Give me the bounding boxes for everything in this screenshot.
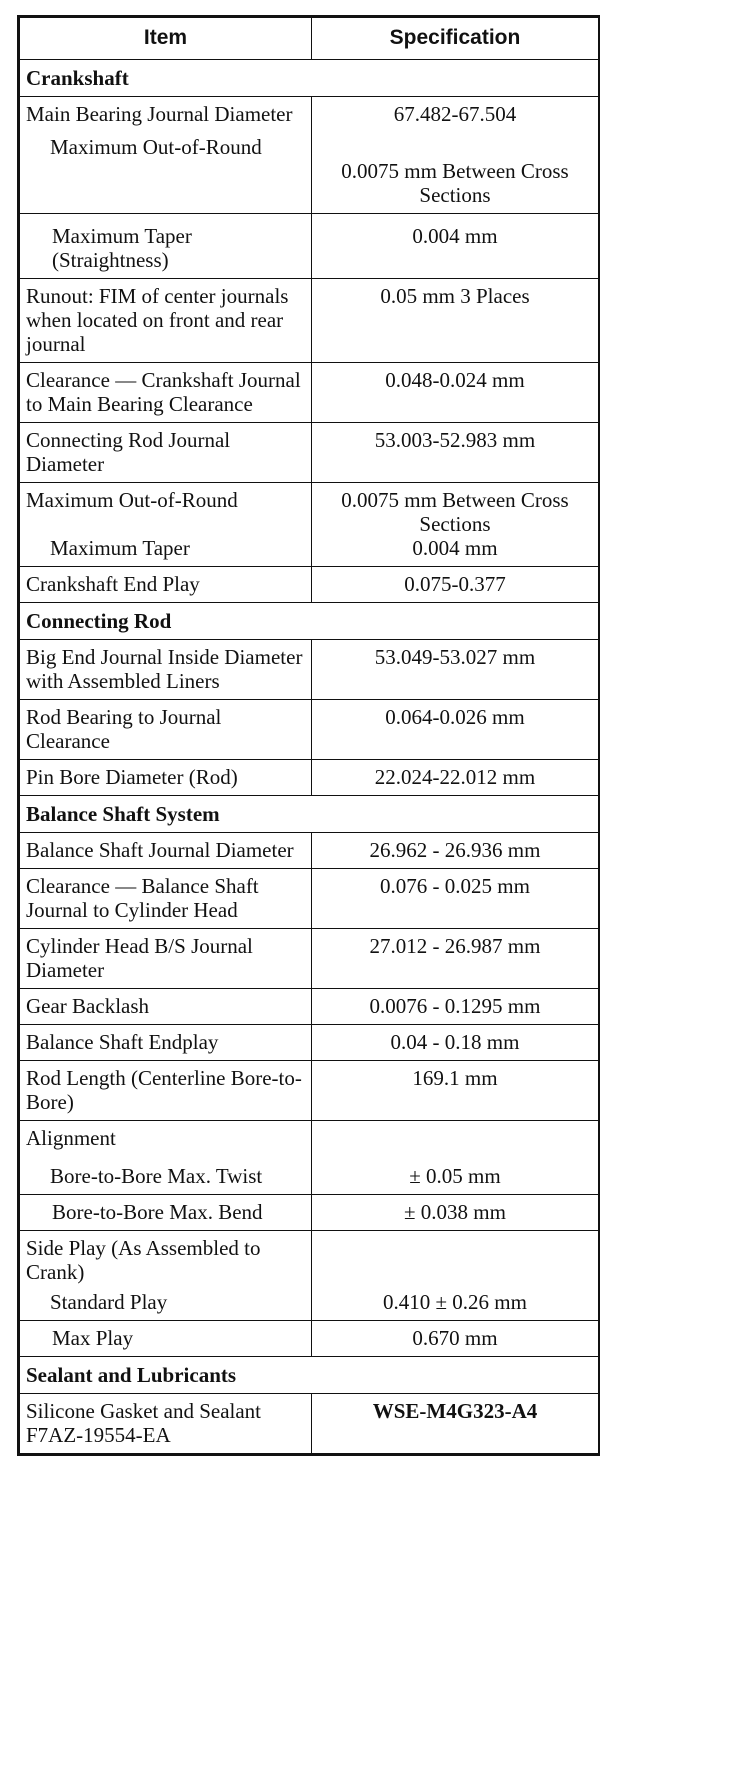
table-row bbox=[20, 1231, 599, 1321]
item-cell: Alignment bbox=[26, 1126, 116, 1150]
item-cell: Main Bearing Journal Diameter bbox=[26, 102, 293, 126]
row-cell-group bbox=[20, 97, 312, 214]
item-cell: Runout: FIM of center journals when located on front and rear journal bbox=[20, 279, 312, 363]
spec-cell: 0.004 mm bbox=[412, 536, 498, 560]
row-cell-group bbox=[20, 483, 312, 567]
header-specification: Specification bbox=[312, 18, 599, 60]
table-row bbox=[20, 1121, 599, 1195]
item-cell: Clearance — Balance Shaft Journal to Cylinder Head bbox=[20, 869, 312, 929]
item-cell: Pin Bore Diameter (Rod) bbox=[20, 760, 312, 796]
spec-cell: 27.012 - 26.987 mm bbox=[312, 929, 599, 989]
item-cell: Big End Journal Inside Diameter with Assembled Liners bbox=[20, 640, 312, 700]
table-row bbox=[20, 760, 599, 796]
item-cell: Clearance — Crankshaft Journal to Main Bearing Clearance bbox=[20, 363, 312, 423]
item-cell: Bore-to-Bore Max. Bend bbox=[20, 1195, 312, 1231]
item-cell: Standard Play bbox=[50, 1290, 168, 1314]
table-row bbox=[20, 929, 599, 989]
table-row bbox=[20, 1025, 599, 1061]
item-cell: Maximum Out-of-Round bbox=[26, 488, 238, 512]
item-cell: Cylinder Head B/S Journal Diameter bbox=[20, 929, 312, 989]
item-cell: Balance Shaft Journal Diameter bbox=[20, 833, 312, 869]
row-cell-group bbox=[20, 1231, 312, 1321]
table-row bbox=[20, 483, 599, 567]
item-cell: Maximum Out-of-Round bbox=[50, 135, 262, 159]
spec-cell: 169.1 mm bbox=[312, 1061, 599, 1121]
spec-cell-group bbox=[312, 1121, 599, 1195]
spec-cell: ± 0.038 mm bbox=[312, 1195, 599, 1231]
spec-cell: 0.076 - 0.025 mm bbox=[312, 869, 599, 929]
item-cell: Max Play bbox=[20, 1321, 312, 1357]
item-cell: Maximum Taper (Straightness) bbox=[20, 214, 312, 279]
spec-table bbox=[19, 17, 599, 1454]
spec-cell: 0.670 mm bbox=[312, 1321, 599, 1357]
spec-cell: 0.0076 - 0.1295 mm bbox=[312, 989, 599, 1025]
spec-cell: 67.482-67.504 bbox=[393, 102, 517, 126]
section-row bbox=[20, 1357, 599, 1394]
item-cell: Crankshaft End Play bbox=[20, 567, 312, 603]
section-row bbox=[20, 796, 599, 833]
table-row bbox=[20, 1394, 599, 1454]
table-row bbox=[20, 363, 599, 423]
table-row bbox=[20, 700, 599, 760]
spec-cell: 0.0075 mm Between Cross Sections bbox=[341, 488, 569, 536]
spec-cell: 0.410 ± 0.26 mm bbox=[383, 1290, 527, 1314]
table-row bbox=[20, 279, 599, 363]
header-item: Item bbox=[20, 18, 312, 60]
section-title-crankshaft: Crankshaft bbox=[20, 60, 599, 97]
header-row bbox=[20, 18, 599, 60]
section-row bbox=[20, 60, 599, 97]
item-cell: Balance Shaft Endplay bbox=[20, 1025, 312, 1061]
spec-cell: 26.962 - 26.936 mm bbox=[312, 833, 599, 869]
table-row bbox=[20, 1061, 599, 1121]
spec-cell: 0.048-0.024 mm bbox=[312, 363, 599, 423]
item-cell: Gear Backlash bbox=[20, 989, 312, 1025]
spec-cell: WSE-M4G323-A4 bbox=[312, 1394, 599, 1454]
spec-cell: 0.004 mm bbox=[312, 214, 599, 279]
table-row bbox=[20, 989, 599, 1025]
item-cell: Rod Bearing to Journal Clearance bbox=[20, 700, 312, 760]
item-cell: Side Play (As Assembled to Crank) bbox=[26, 1236, 261, 1284]
spec-cell: 22.024-22.012 mm bbox=[312, 760, 599, 796]
spec-cell: 53.003-52.983 mm bbox=[312, 423, 599, 483]
table-row bbox=[20, 640, 599, 700]
table-row bbox=[20, 1321, 599, 1357]
table-row bbox=[20, 869, 599, 929]
section-row bbox=[20, 603, 599, 640]
section-title-connecting-rod: Connecting Rod bbox=[20, 603, 599, 640]
spec-cell: 0.064-0.026 mm bbox=[312, 700, 599, 760]
item-cell: Maximum Taper bbox=[50, 536, 190, 560]
spec-cell: 0.0075 mm Between Cross Sections bbox=[341, 159, 569, 207]
spec-cell-group bbox=[312, 97, 599, 214]
item-cell: Bore-to-Bore Max. Twist bbox=[50, 1164, 263, 1188]
spec-cell-group bbox=[312, 483, 599, 567]
item-cell: Rod Length (Centerline Bore-to-Bore) bbox=[20, 1061, 312, 1121]
table-row bbox=[20, 567, 599, 603]
table-row bbox=[20, 97, 599, 214]
spec-cell-group bbox=[312, 1231, 599, 1321]
section-title-balance-shaft: Balance Shaft System bbox=[20, 796, 599, 833]
table-row bbox=[20, 833, 599, 869]
spec-cell: 0.075-0.377 bbox=[312, 567, 599, 603]
table-row bbox=[20, 1195, 599, 1231]
spec-cell: 0.04 - 0.18 mm bbox=[312, 1025, 599, 1061]
spec-table-container bbox=[17, 15, 600, 1456]
spec-cell: ± 0.05 mm bbox=[409, 1164, 501, 1188]
spec-cell: 53.049-53.027 mm bbox=[312, 640, 599, 700]
table-row bbox=[20, 423, 599, 483]
item-cell: Connecting Rod Journal Diameter bbox=[20, 423, 312, 483]
table-row bbox=[20, 214, 599, 279]
section-title-sealant: Sealant and Lubricants bbox=[20, 1357, 599, 1394]
item-cell: Silicone Gasket and Sealant F7AZ-19554-EA bbox=[20, 1394, 312, 1454]
spec-cell: 0.05 mm 3 Places bbox=[312, 279, 599, 363]
row-cell-group bbox=[20, 1121, 312, 1195]
